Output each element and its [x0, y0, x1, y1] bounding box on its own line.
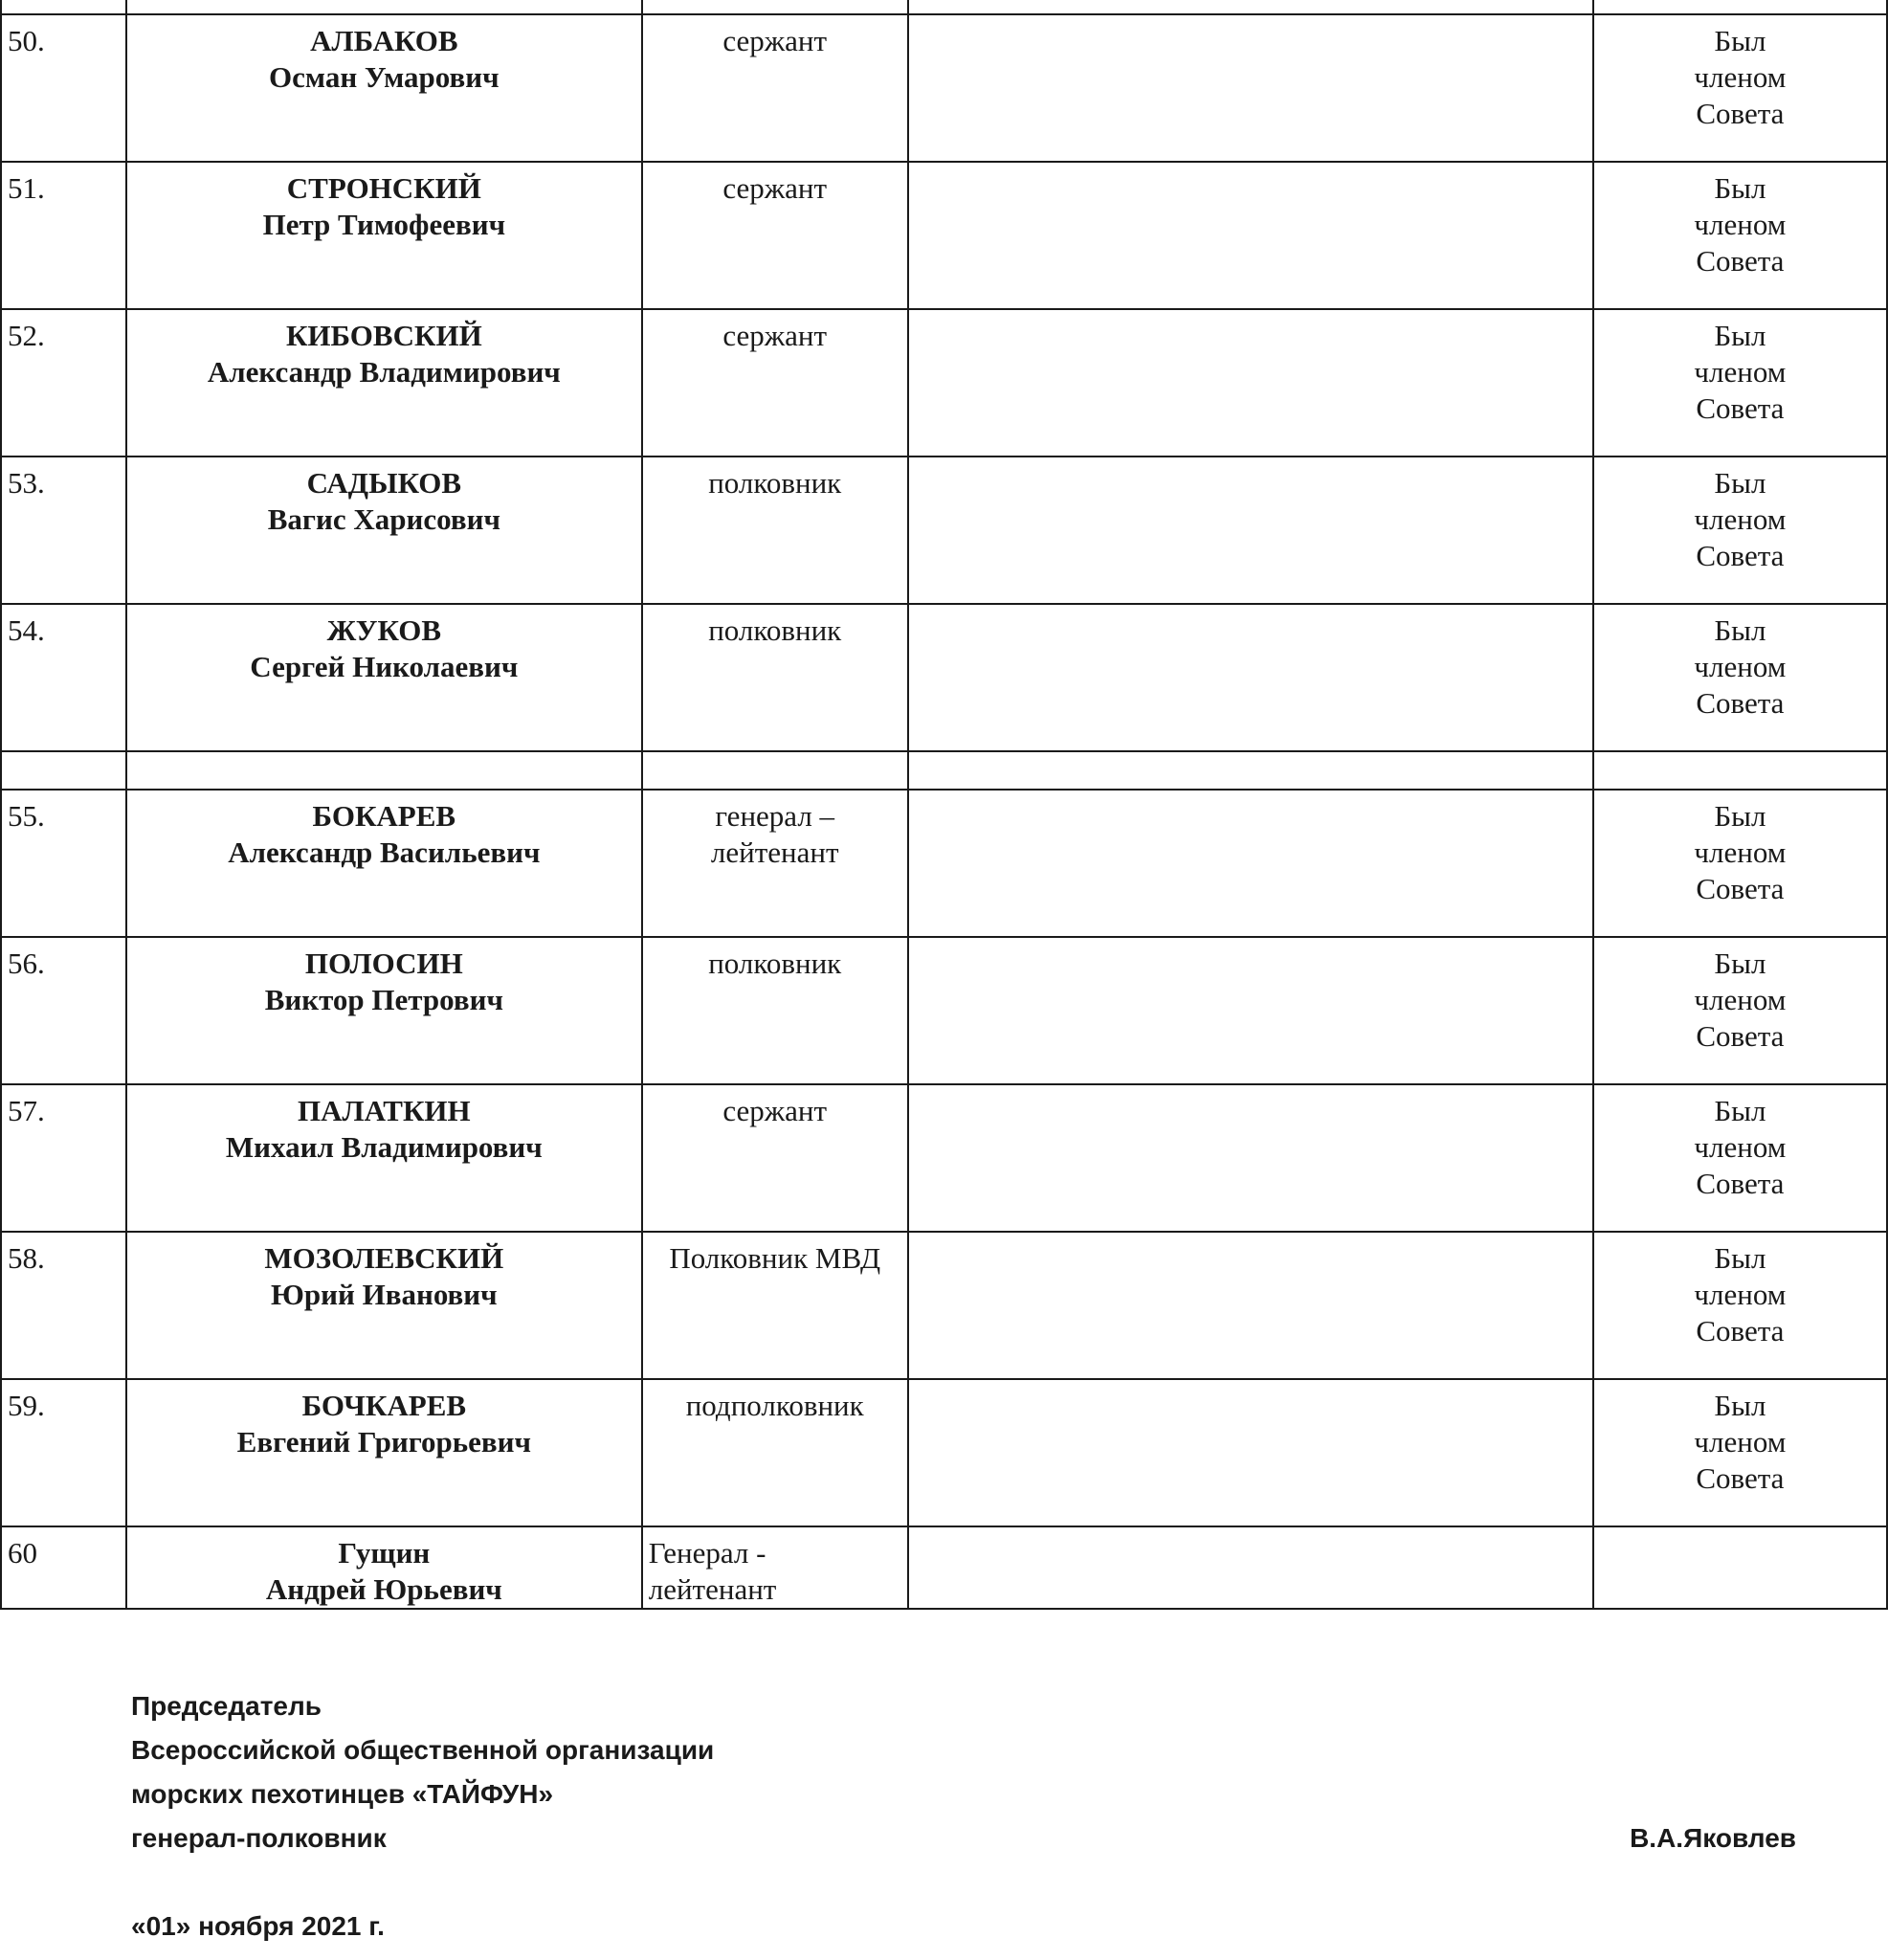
member-note-line: Был — [1714, 171, 1766, 205]
member-note-line: Совета — [1696, 244, 1785, 278]
member-name — [126, 1084, 642, 1232]
member-surname: Гущин — [338, 1536, 431, 1570]
row-number: 59. — [1, 1379, 126, 1526]
spacer-cell — [908, 751, 1593, 790]
row-number: 60 — [1, 1526, 126, 1609]
member-note-line: Был — [1714, 24, 1766, 57]
table-row — [1, 1084, 1887, 1232]
member-note — [1593, 162, 1887, 309]
member-note-line: Совета — [1696, 1461, 1785, 1495]
member-surname: ПОЛОСИН — [304, 947, 463, 980]
member-given-names: Петр Тимофеевич — [262, 208, 506, 241]
member-name — [126, 457, 642, 604]
member-rank-line: полковник — [708, 613, 842, 647]
member-note-line: Был — [1714, 319, 1766, 352]
member-given-names: Вагис Харисович — [267, 502, 500, 536]
table-row — [1, 1379, 1887, 1526]
table-row — [1, 457, 1887, 604]
member-surname: МОЗОЛЕВСКИЙ — [264, 1241, 504, 1275]
member-given-names: Александр Васильевич — [228, 835, 541, 869]
member-name — [126, 14, 642, 162]
member-given-names: Юрий Иванович — [271, 1278, 498, 1311]
member-note-line: Был — [1714, 1241, 1766, 1275]
spacer-cell — [642, 751, 908, 790]
member-given-names: Александр Владимирович — [207, 355, 561, 389]
row-number: 56. — [1, 937, 126, 1084]
member-note-line: членом — [1694, 355, 1787, 389]
table-spacer-row — [1, 751, 1887, 790]
member-rank — [642, 1232, 908, 1379]
member-note-line: Был — [1714, 466, 1766, 500]
table-row — [1, 309, 1887, 457]
member-rank-line: сержант — [722, 24, 828, 57]
member-surname: БОЧКАРЕВ — [301, 1389, 467, 1422]
member-note-line: Был — [1714, 1094, 1766, 1127]
member-note-line: членом — [1694, 1425, 1787, 1459]
row-number: 53. — [1, 457, 126, 604]
member-rank — [642, 1084, 908, 1232]
member-note — [1593, 790, 1887, 937]
member-surname: КИБОВСКИЙ — [285, 319, 482, 352]
member-name — [126, 604, 642, 751]
member-note-line: Был — [1714, 947, 1766, 980]
row-number: 57. — [1, 1084, 126, 1232]
member-note — [1593, 1232, 1887, 1379]
member-note — [1593, 937, 1887, 1084]
member-note-line: Совета — [1696, 1167, 1785, 1200]
empty-cell — [908, 1526, 1593, 1609]
row-number: 54. — [1, 604, 126, 751]
member-note-line: Совета — [1696, 1019, 1785, 1053]
member-given-names: Евгений Григорьевич — [236, 1425, 531, 1459]
member-note-line: Был — [1714, 799, 1766, 833]
table-row — [1, 937, 1887, 1084]
table-row — [1, 162, 1887, 309]
empty-cell — [908, 457, 1593, 604]
footer-signature-name: В.А.Яковлев — [1630, 1823, 1796, 1853]
empty-cell — [908, 1084, 1593, 1232]
member-surname: БОКАРЕВ — [312, 799, 456, 833]
member-given-names: Сергей Николаевич — [250, 650, 519, 683]
member-rank-line: полковник — [708, 947, 842, 980]
member-note-line: членом — [1694, 60, 1787, 94]
member-surname: СТРОНСКИЙ — [286, 171, 481, 205]
empty-cell — [908, 1379, 1593, 1526]
empty-cell — [908, 790, 1593, 937]
signature-block — [131, 1684, 1796, 1949]
footer-position: Председатель — [131, 1691, 322, 1721]
empty-cell — [908, 14, 1593, 162]
member-surname: АЛБАКОВ — [310, 24, 458, 57]
member-rank — [642, 14, 908, 162]
member-given-names: Михаил Владимирович — [225, 1130, 543, 1164]
member-surname: САДЫКОВ — [306, 466, 462, 500]
member-note-line: членом — [1694, 1130, 1787, 1164]
member-note — [1593, 1379, 1887, 1526]
member-rank-line: сержант — [722, 171, 828, 205]
member-note — [1593, 604, 1887, 751]
spacer-cell — [1593, 751, 1887, 790]
row-number: 51. — [1, 162, 126, 309]
member-rank-line: лейтенант — [648, 1572, 777, 1606]
empty-cell — [908, 1232, 1593, 1379]
member-given-names: Андрей Юрьевич — [265, 1572, 502, 1606]
table-row — [1, 1526, 1887, 1609]
member-note-line: Совета — [1696, 872, 1785, 905]
member-name — [126, 937, 642, 1084]
empty-cell — [908, 937, 1593, 1084]
member-given-names: Виктор Петрович — [264, 983, 503, 1016]
footer-sign-row — [131, 1816, 1796, 1860]
footer-organization-name: морских пехотинцев «ТАЙФУН» — [131, 1779, 554, 1809]
member-note-line: Совета — [1696, 539, 1785, 572]
member-rank — [642, 309, 908, 457]
member-note — [1593, 1084, 1887, 1232]
spacer-cell — [1, 751, 126, 790]
row-number: 52. — [1, 309, 126, 457]
member-rank-line: Полковник МВД — [669, 1241, 881, 1275]
member-name — [126, 162, 642, 309]
spacer-cell — [126, 751, 642, 790]
member-rank-line: сержант — [722, 319, 828, 352]
member-surname: ПАЛАТКИН — [298, 1094, 471, 1127]
member-note-line: Совета — [1696, 391, 1785, 425]
member-rank — [642, 1379, 908, 1526]
member-note — [1593, 309, 1887, 457]
member-rank — [642, 457, 908, 604]
member-rank-line: генерал – — [715, 799, 835, 833]
member-note — [1593, 14, 1887, 162]
member-note-line: Был — [1714, 613, 1766, 647]
member-given-names: Осман Умарович — [269, 60, 500, 94]
member-rank-line: полковник — [708, 466, 842, 500]
member-rank — [642, 937, 908, 1084]
member-rank — [642, 162, 908, 309]
member-note-line: Совета — [1696, 97, 1785, 130]
member-note-line: членом — [1694, 208, 1787, 241]
member-rank-line: лейтенант — [710, 835, 839, 869]
member-note-line: членом — [1694, 983, 1787, 1016]
footer-rank: генерал-полковник — [131, 1823, 387, 1853]
member-name — [126, 1379, 642, 1526]
member-rank — [642, 1526, 908, 1609]
empty-cell — [908, 604, 1593, 751]
table-row — [1, 1232, 1887, 1379]
table-row — [1, 790, 1887, 937]
row-number: 55. — [1, 790, 126, 937]
member-note-line: Совета — [1696, 1314, 1785, 1348]
member-rank-line: подполковник — [685, 1389, 864, 1422]
row-number: 50. — [1, 14, 126, 162]
member-note-line: членом — [1694, 650, 1787, 683]
member-rank-line: сержант — [722, 1094, 828, 1127]
member-name — [126, 790, 642, 937]
footer-date: «01» ноября 2021 г. — [131, 1911, 385, 1941]
row-number: 58. — [1, 1232, 126, 1379]
member-note-line: Был — [1714, 1389, 1766, 1422]
member-note — [1593, 1526, 1887, 1609]
member-name — [126, 309, 642, 457]
member-note-line: членом — [1694, 835, 1787, 869]
table-row — [1, 14, 1887, 162]
member-note-line: членом — [1694, 502, 1787, 536]
member-rank — [642, 790, 908, 937]
table-top-stub — [1, 0, 1887, 14]
member-rank — [642, 604, 908, 751]
member-note — [1593, 457, 1887, 604]
member-note-line: Совета — [1696, 686, 1785, 720]
member-surname: ЖУКОВ — [326, 613, 442, 647]
table-row — [1, 604, 1887, 751]
member-note-line: членом — [1694, 1278, 1787, 1311]
empty-cell — [908, 162, 1593, 309]
member-rank-line: Генерал - — [648, 1536, 766, 1570]
member-name — [126, 1232, 642, 1379]
footer-organization: Всероссийской общественной организации — [131, 1735, 715, 1765]
member-name — [126, 1526, 642, 1609]
empty-cell — [908, 309, 1593, 457]
